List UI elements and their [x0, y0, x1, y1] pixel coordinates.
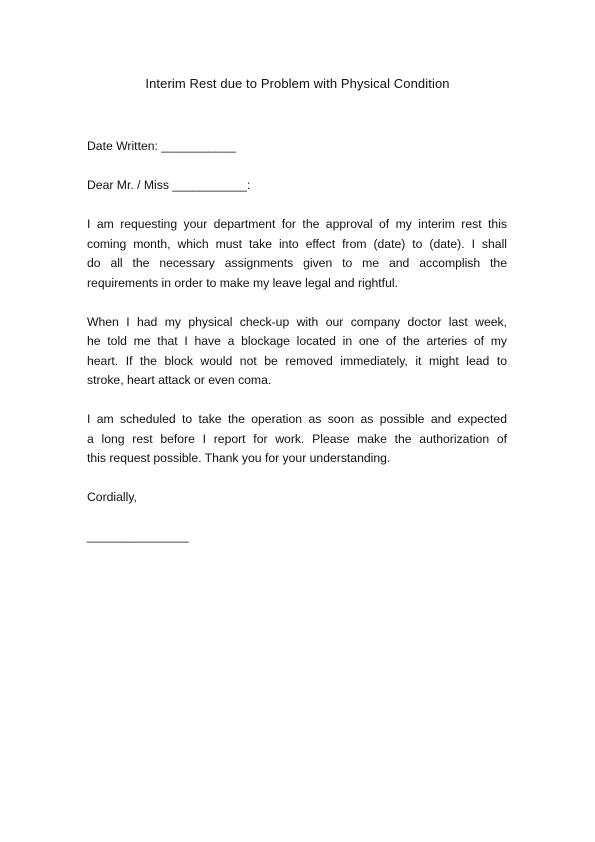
document-title: Interim Rest due to Problem with Physical Condition — [145, 76, 450, 91]
letter-body — [87, 137, 507, 547]
paragraph-line: I am requesting your department for the approval of my interim rest this — [87, 217, 507, 231]
paragraph-line: he told me that I have a blockage located in one of the arteries of my — [87, 334, 507, 348]
paragraph-line: a long rest before I report for work. Please make the authorization of — [87, 431, 507, 446]
paragraph-line: heart. If the block would not be removed immediately, it might lead to — [87, 353, 507, 368]
paragraph-1 — [87, 215, 507, 293]
paragraph-line: requirements in order to make my leave legal and rightful. — [87, 275, 398, 290]
paragraph-line: do all the necessary assignments given to me and accomplish the — [87, 256, 507, 270]
paragraph-line: When I had my physical check-up with our company doctor last week, — [87, 314, 507, 329]
salutation-line: Dear Mr. / Miss ___________: — [87, 178, 251, 192]
paragraph-line: I am scheduled to take the operation as soon as possible and expected — [87, 412, 507, 426]
closing-line: Cordially, — [87, 490, 137, 504]
signature-line: _______________ — [87, 529, 189, 543]
paragraph-line: this request possible. Thank you for your understanding. — [87, 451, 391, 465]
paragraph-line: stroke, heart attack or even coma. — [87, 373, 272, 387]
paragraph-2 — [87, 313, 507, 391]
paragraph-3 — [87, 410, 507, 469]
paragraph-line: coming month, which must take into effect from (date) to (date). I shall — [87, 236, 507, 251]
date-written-line: Date Written: ___________ — [87, 139, 236, 153]
